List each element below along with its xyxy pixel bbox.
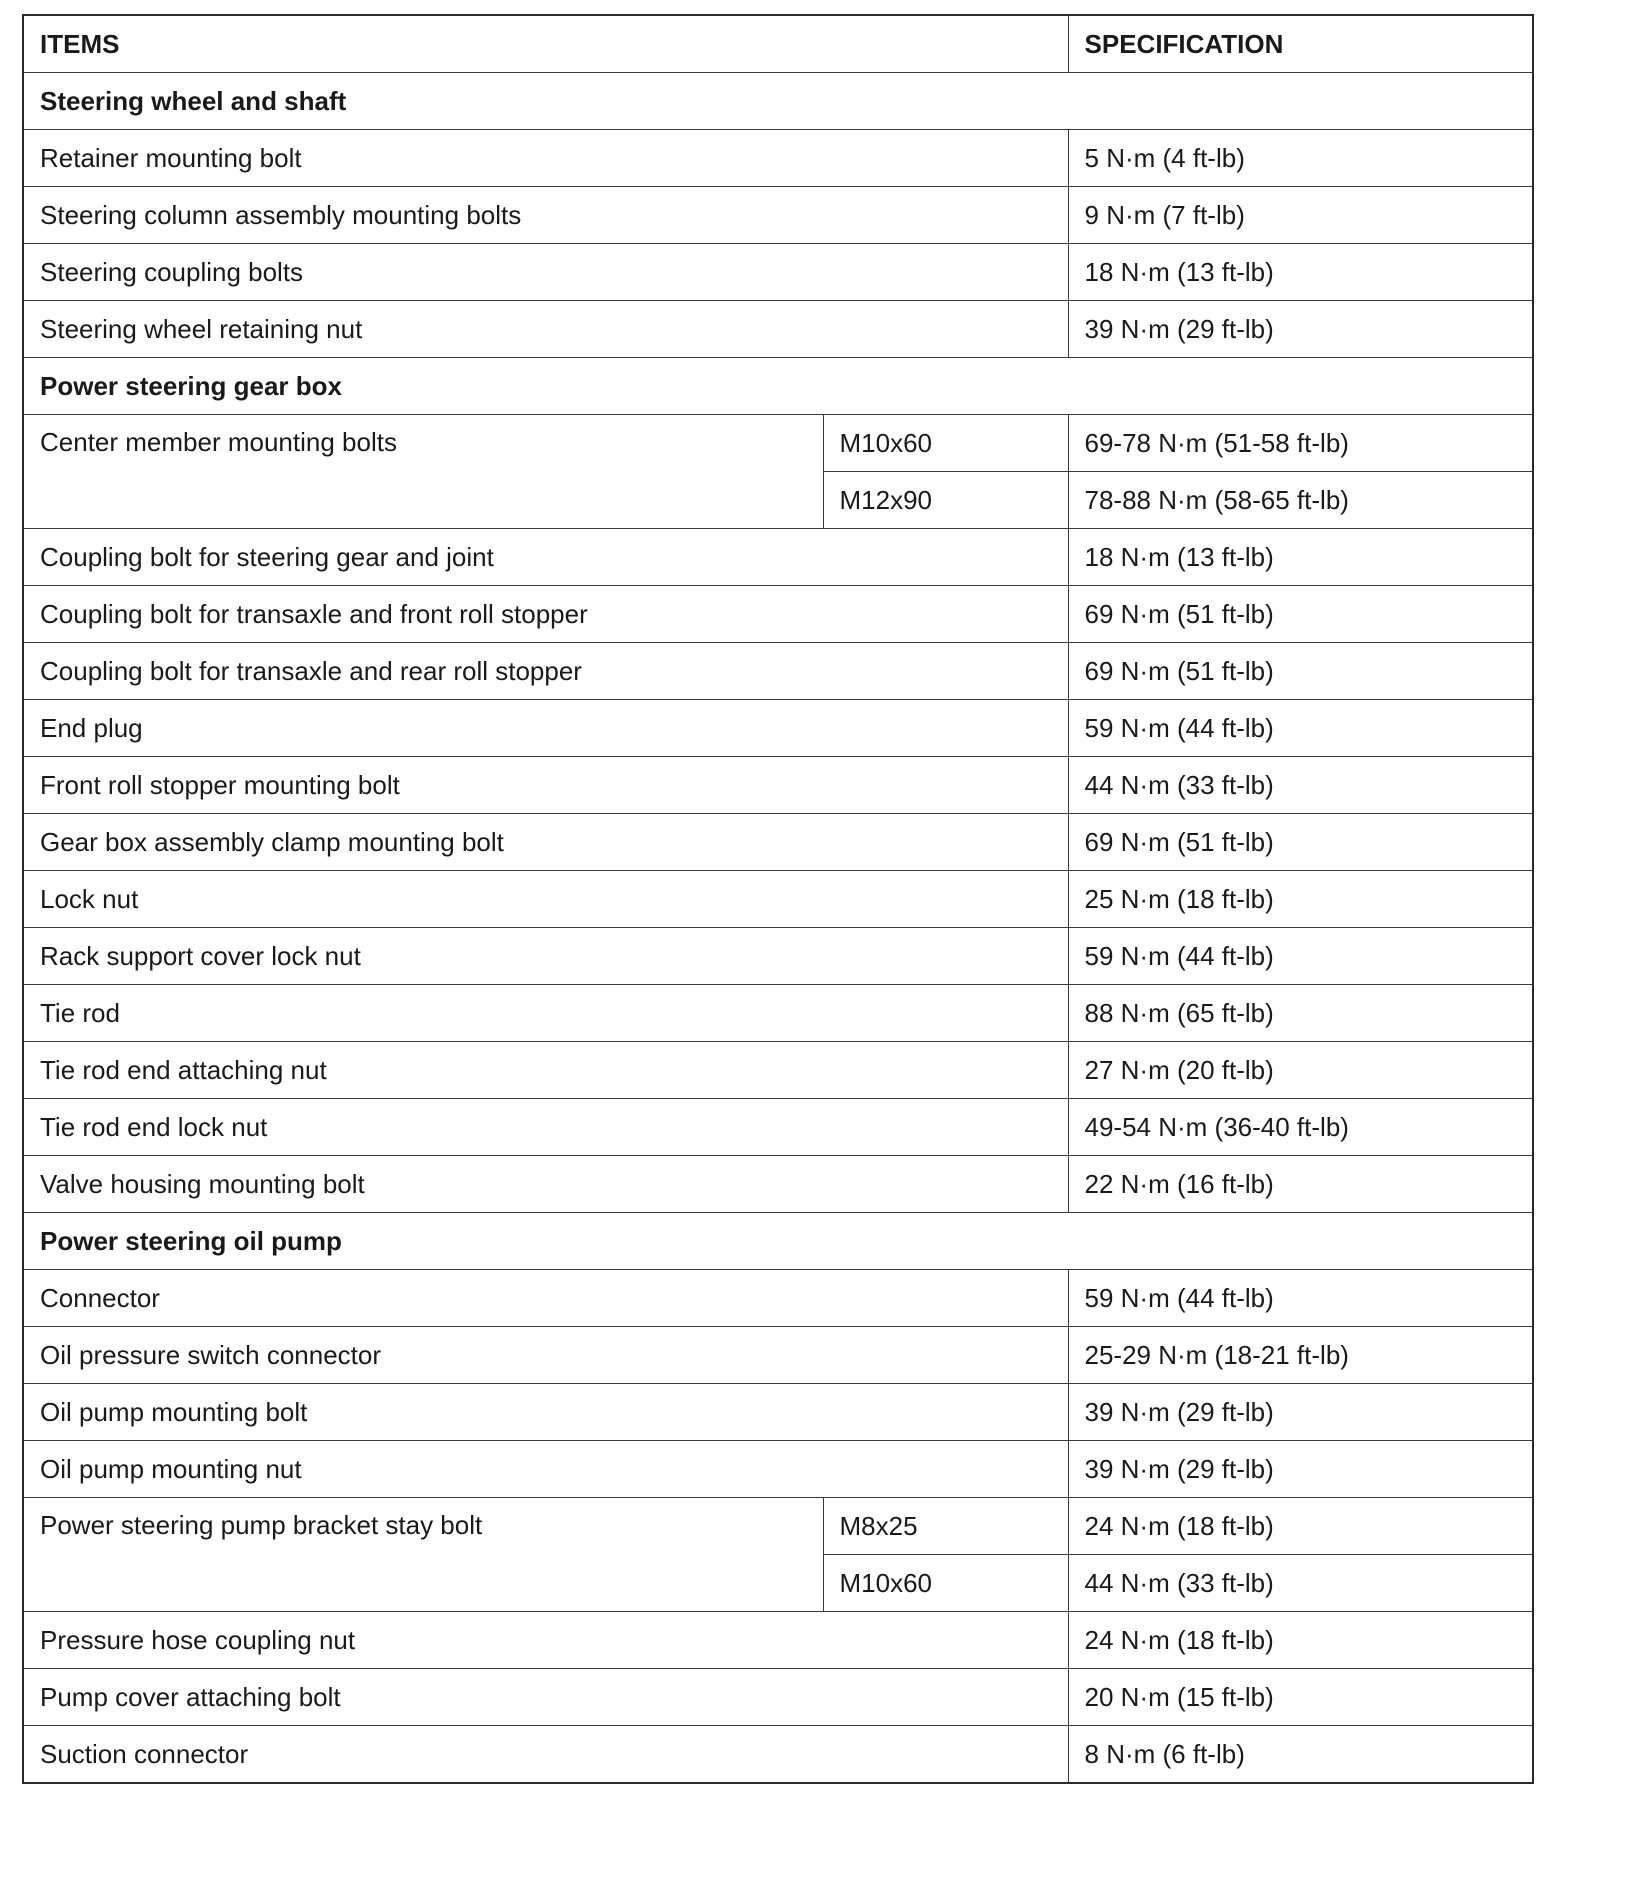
item-cell: Power steering pump bracket stay bolt [23, 1498, 823, 1612]
table-row [23, 1612, 1533, 1669]
table-row [23, 1441, 1533, 1498]
table-row [23, 928, 1533, 985]
section-title: Power steering oil pump [23, 1213, 1533, 1270]
item-cell: Tie rod end attaching nut [23, 1042, 1068, 1099]
item-cell: Steering wheel retaining nut [23, 301, 1068, 358]
table-row [23, 244, 1533, 301]
table-row [23, 700, 1533, 757]
item-cell: Steering coupling bolts [23, 244, 1068, 301]
spec-cell: 59 N·m (44 ft-lb) [1068, 700, 1533, 757]
table-row [23, 1669, 1533, 1726]
item-cell: Suction connector [23, 1726, 1068, 1784]
table-row [23, 871, 1533, 928]
spec-cell: 18 N·m (13 ft-lb) [1068, 244, 1533, 301]
section-title: Steering wheel and shaft [23, 73, 1533, 130]
spec-cell: 8 N·m (6 ft-lb) [1068, 1726, 1533, 1784]
item-cell: Coupling bolt for steering gear and joint [23, 529, 1068, 586]
table-row [23, 529, 1533, 586]
spec-cell: 25-29 N·m (18-21 ft-lb) [1068, 1327, 1533, 1384]
spec-cell: 20 N·m (15 ft-lb) [1068, 1669, 1533, 1726]
item-cell: Connector [23, 1270, 1068, 1327]
item-cell: Tie rod [23, 985, 1068, 1042]
spec-cell: 39 N·m (29 ft-lb) [1068, 301, 1533, 358]
table-row [23, 643, 1533, 700]
item-cell: Pressure hose coupling nut [23, 1612, 1068, 1669]
spec-cell: 25 N·m (18 ft-lb) [1068, 871, 1533, 928]
item-cell: Steering column assembly mounting bolts [23, 187, 1068, 244]
size-cell: M10x60 [823, 1555, 1068, 1612]
specification-header: SPECIFICATION [1068, 15, 1533, 73]
item-cell: Oil pump mounting nut [23, 1441, 1068, 1498]
item-cell: Rack support cover lock nut [23, 928, 1068, 985]
item-cell: Oil pump mounting bolt [23, 1384, 1068, 1441]
table-row [23, 814, 1533, 871]
header-row [23, 15, 1533, 73]
section-row [23, 1213, 1533, 1270]
spec-cell: 22 N·m (16 ft-lb) [1068, 1156, 1533, 1213]
spec-table-body [23, 15, 1533, 1783]
item-cell: Coupling bolt for transaxle and rear roll stopper [23, 643, 1068, 700]
table-row [23, 1327, 1533, 1384]
table-row [23, 1042, 1533, 1099]
spec-cell: 69 N·m (51 ft-lb) [1068, 643, 1533, 700]
spec-cell: 24 N·m (18 ft-lb) [1068, 1498, 1533, 1555]
table-row [23, 415, 1533, 472]
spec-cell: 88 N·m (65 ft-lb) [1068, 985, 1533, 1042]
size-cell: M10x60 [823, 415, 1068, 472]
table-row [23, 1498, 1533, 1555]
items-header: ITEMS [23, 15, 1068, 73]
section-title: Power steering gear box [23, 358, 1533, 415]
size-cell: M12x90 [823, 472, 1068, 529]
table-row [23, 1384, 1533, 1441]
table-row [23, 1270, 1533, 1327]
item-cell: Retainer mounting bolt [23, 130, 1068, 187]
item-cell: Coupling bolt for transaxle and front roll stopper [23, 586, 1068, 643]
table-row [23, 1726, 1533, 1784]
spec-cell: 5 N·m (4 ft-lb) [1068, 130, 1533, 187]
table-row [23, 1099, 1533, 1156]
spec-cell: 39 N·m (29 ft-lb) [1068, 1441, 1533, 1498]
item-cell: Gear box assembly clamp mounting bolt [23, 814, 1068, 871]
section-row [23, 73, 1533, 130]
table-row [23, 130, 1533, 187]
item-cell: Center member mounting bolts [23, 415, 823, 529]
spec-cell: 27 N·m (20 ft-lb) [1068, 1042, 1533, 1099]
item-cell: End plug [23, 700, 1068, 757]
spec-cell: 69 N·m (51 ft-lb) [1068, 586, 1533, 643]
item-cell: Valve housing mounting bolt [23, 1156, 1068, 1213]
item-cell: Lock nut [23, 871, 1068, 928]
spec-cell: 39 N·m (29 ft-lb) [1068, 1384, 1533, 1441]
spec-cell: 69 N·m (51 ft-lb) [1068, 814, 1533, 871]
spec-cell: 49-54 N·m (36-40 ft-lb) [1068, 1099, 1533, 1156]
table-row [23, 301, 1533, 358]
item-cell: Oil pressure switch connector [23, 1327, 1068, 1384]
torque-spec-table [22, 14, 1534, 1784]
spec-cell: 44 N·m (33 ft-lb) [1068, 1555, 1533, 1612]
spec-cell: 24 N·m (18 ft-lb) [1068, 1612, 1533, 1669]
section-row [23, 358, 1533, 415]
table-row [23, 985, 1533, 1042]
spec-cell: 59 N·m (44 ft-lb) [1068, 928, 1533, 985]
size-cell: M8x25 [823, 1498, 1068, 1555]
spec-cell: 69-78 N·m (51-58 ft-lb) [1068, 415, 1533, 472]
spec-cell: 18 N·m (13 ft-lb) [1068, 529, 1533, 586]
spec-cell: 59 N·m (44 ft-lb) [1068, 1270, 1533, 1327]
spec-cell: 9 N·m (7 ft-lb) [1068, 187, 1533, 244]
table-row [23, 187, 1533, 244]
item-cell: Tie rod end lock nut [23, 1099, 1068, 1156]
item-cell: Front roll stopper mounting bolt [23, 757, 1068, 814]
spec-cell: 78-88 N·m (58-65 ft-lb) [1068, 472, 1533, 529]
spec-cell: 44 N·m (33 ft-lb) [1068, 757, 1533, 814]
table-row [23, 757, 1533, 814]
table-row [23, 1156, 1533, 1213]
item-cell: Pump cover attaching bolt [23, 1669, 1068, 1726]
table-row [23, 586, 1533, 643]
